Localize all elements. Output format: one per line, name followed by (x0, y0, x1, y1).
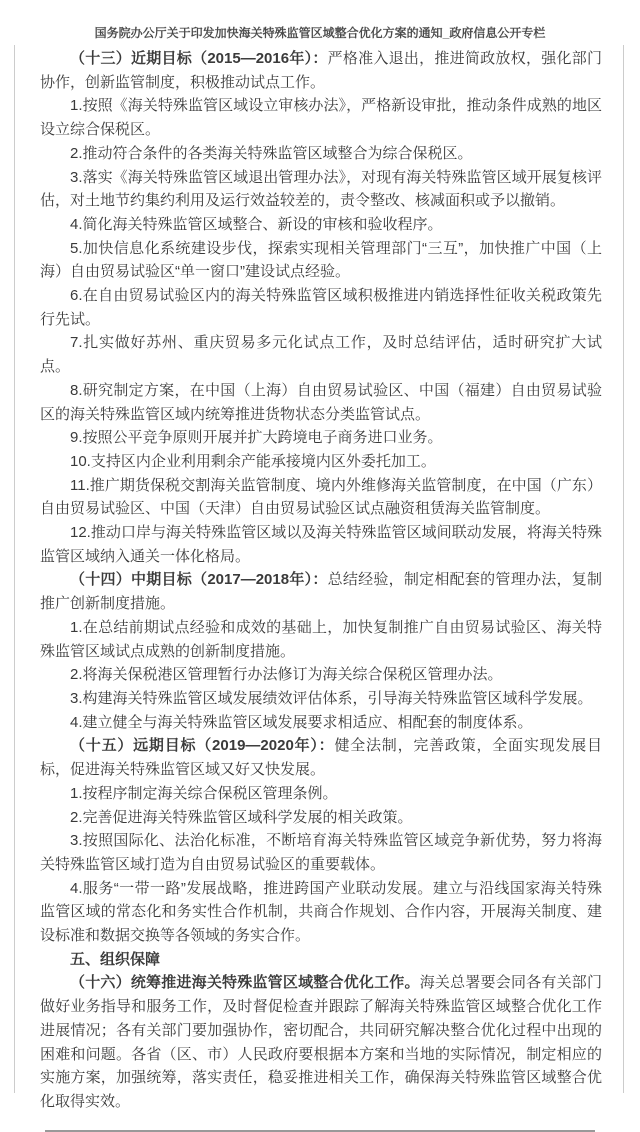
paragraph-text: 1.在总结前期试点经验和成效的基础上，加快复制推广自由贸易试验区、海关特殊监管区域试点成熟的创新制度措施。 (40, 618, 602, 660)
paragraph (40, 782, 602, 806)
paragraph-text: 12.推动口岸与海关特殊监管区域以及海关特殊监管区域间联动发展，将海关特殊监管区域纳入通关一体化格局。 (40, 524, 602, 565)
paragraph-text: 2.推动符合条件的各类海关特殊监管区域整合为综合保税区。 (70, 144, 473, 162)
paragraph (40, 734, 602, 781)
paragraph (40, 521, 602, 568)
paragraph (40, 663, 602, 687)
paragraph (40, 142, 602, 166)
paragraph (40, 331, 602, 378)
paragraph (40, 47, 602, 94)
paragraph-text: 1.按程序制定海关综合保税区管理条例。 (70, 784, 338, 802)
paragraph (40, 474, 602, 521)
paragraph-text: 10.支持区内企业利用剩余产能承接境内区外委托加工。 (70, 452, 436, 470)
paragraph (40, 971, 602, 1113)
paragraph-lead: （十三）近期目标（2015—2016年）： (70, 50, 328, 67)
paragraph (40, 237, 602, 284)
paragraph-text: 5.加快信息化系统建设步伐，探索实现相关管理部门“三互”，加快推广中国（上海）自由贸易试验区“单一窗口”建设试点经验。 (40, 239, 602, 281)
paragraph-text: 9.按照公平竞争原则开展并扩大跨境电子商务进口业务。 (70, 429, 443, 447)
paragraph-text: 2.完善促进海关特殊监管区域科学发展的相关政策。 (70, 808, 413, 826)
page-title: 国务院办公厅关于印发加快海关特殊监管区域整合优化方案的通知_政府信息公开专栏 (94, 26, 546, 40)
paragraph-text: 7.扎实做好苏州、重庆贸易多元化试点工作，及时总结评估，适时研究扩大试点。 (40, 334, 602, 376)
paragraph-text: 2.将海关保税港区管理暂行办法修订为海关综合保税区管理办法。 (70, 666, 503, 684)
paragraph-text: 五、组织保障 (70, 950, 161, 968)
paragraph (40, 616, 602, 663)
paragraph-lead: （十六）统筹推进海关特殊监管区域整合优化工作。 (70, 974, 420, 992)
paragraph (40, 687, 602, 711)
paragraph (40, 829, 602, 876)
paragraph (40, 213, 602, 237)
paragraph-text: 8.研究制定方案，在中国（上海）自由贸易试验区、中国（福建）自由贸易试验区的海关特殊监管区域内统筹推进货物状态分类监管试点。 (40, 381, 602, 423)
paragraph-text: 总结经验，制定相配套的管理办法，复制推广创新制度措施。 (40, 571, 602, 613)
paragraph-text: 1.按照《海关特殊监管区域设立审核办法》，严格新设审批，推动条件成熟的地区设立综合保税区。 (40, 97, 602, 139)
article-panel (14, 45, 624, 1110)
article-body (40, 47, 602, 1114)
paragraph-text: 3.落实《海关特殊监管区域退出管理办法》，对现有海关特殊监管区域开展复核评估，对土地节约集约利用及运行效益较差的，责令整改、核减面积或予以撤销。 (40, 168, 602, 210)
section-heading (40, 948, 602, 972)
paragraph-text: 健全法制，完善政策，全面实现发展目标，促进海关特殊监管区域又好又快发展。 (40, 737, 602, 779)
paragraph-text: 3.按照国际化、法治化标准，不断培育海关特殊监管区域竞争新优势，努力将海关特殊监管区域打造为自由贸易试验区的重要载体。 (40, 832, 602, 873)
paragraph-text: 4.简化海关特殊监管区域整合、新设的审核和验收程序。 (70, 215, 443, 233)
paragraph-text: 海关总署要会同各有关部门做好业务指导和服务工作，及时督促检查并跟踪了解海关特殊监管区域整合优化工作进展情况；各有关部门要加强协作，密切配合，共同研究解决整合优化过程中出现的困难和问题。各省（区、市）人民政府要根据本方案和当地的实际情况，制定相应的实施方案，加强统筹，落实责任，稳妥推进相关工作，确保海关特殊监管区域整合优化取得实效。 (40, 974, 602, 1110)
paragraph-text: 4.服务“一带一路”发展战略，推进跨国产业联动发展。建立与沿线国家海关特殊监管区域的常态化和务实性合作机制，共商合作规划、合作内容，开展海关制度、建设标准和数据交换等各领域的务实合作。 (40, 879, 602, 945)
paragraph (40, 379, 602, 426)
paragraph (40, 806, 602, 830)
paragraph-text: 3.构建海关特殊监管区域发展绩效评估体系，引导海关特殊监管区域科学发展。 (70, 689, 593, 707)
paragraph-text: 4.建立健全与海关特殊监管区域发展要求相适应、相配套的制度体系。 (70, 713, 533, 731)
paragraph (40, 166, 602, 213)
paragraph (40, 426, 602, 450)
paragraph (40, 284, 602, 331)
paragraph-lead: （十四）中期目标（2017—2018年）： (70, 571, 328, 589)
paragraph-text: 6.在自由贸易试验区内的海关特殊监管区域积极推进内销选择性征收关税政策先行先试。 (40, 287, 602, 328)
paragraph (40, 568, 602, 615)
paragraph-lead: （十五）远期目标（2019—2020年）： (70, 737, 335, 755)
paragraph (40, 94, 602, 141)
paragraph (40, 877, 602, 948)
paragraph-text: 11.推广期货保税交割海关监管制度、境内外维修海关监管制度，在中国（广东）自由贸易试验区、中国（天津）自由贸易试验区试点融资租赁海关监管制度。 (40, 476, 602, 518)
paragraph (40, 450, 602, 474)
bottom-divider (45, 1130, 595, 1132)
paragraph-text: 严格准入退出，推进简政放权，强化部门协作，创新监管制度，积极推动试点工作。 (40, 50, 602, 91)
paragraph (40, 711, 602, 735)
